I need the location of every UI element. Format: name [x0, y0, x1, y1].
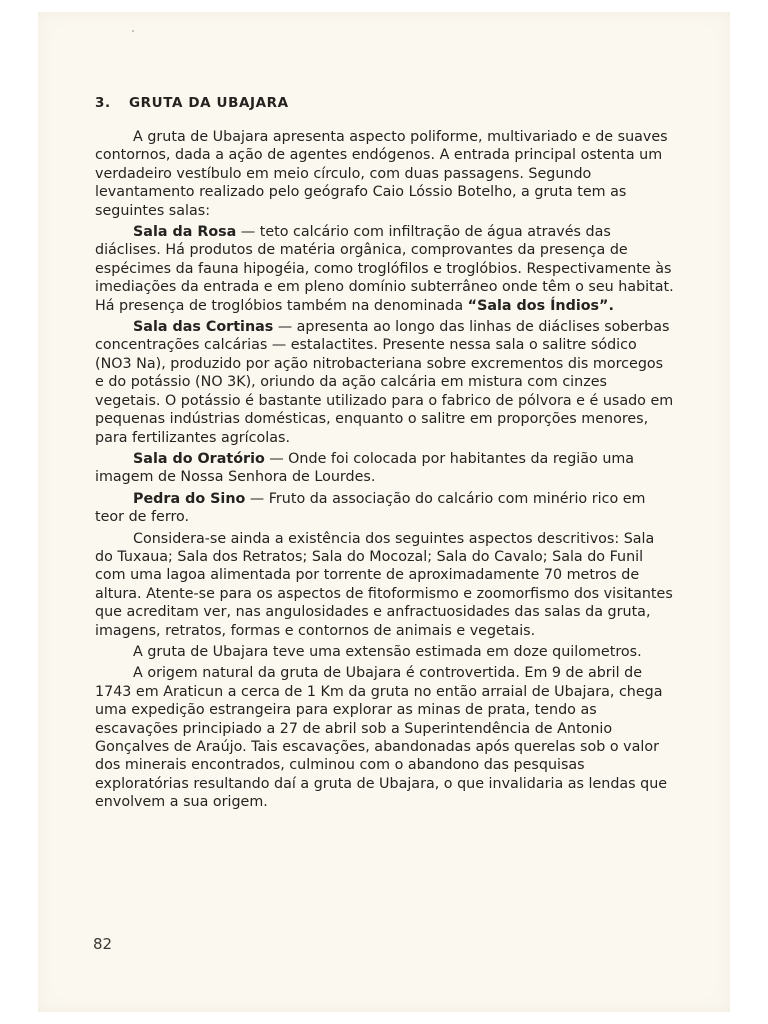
paragraph-sala-da-rosa [95, 223, 675, 315]
paragraph-text: — teto calcário com infiltração de água através das diáclises. Há produtos de matéria orgânica, comprovantes da presença de espécimes da fauna hipogéia, como troglófilos e troglóbios. Respectivamente às imediações da entrada e em pleno domínio subterrâneo onde têm o seu habitat. Há presença de troglóbios também na denominada [95, 224, 674, 314]
term-sala-do-oratorio: Sala do Oratório [133, 450, 265, 467]
paragraph-pedra-do-sino [95, 490, 675, 527]
paragraph-extensao [95, 643, 675, 661]
section-title: GRUTA DA UBAJARA [129, 95, 289, 111]
term-sala-dos-indios: “Sala dos Índios”. [467, 297, 614, 314]
paragraph-sala-do-oratorio [95, 450, 675, 487]
page-number: 82 [93, 935, 113, 953]
section-heading [95, 94, 675, 112]
paragraph-text: — apresenta ao longo das linhas de diáclises soberbas concentrações calcárias — estalactites. Presente nessa sala o salitre sódico (NO3 Na), produzido por ação nitrobacteriana sobre excrementos dis morcegos e do potássio (NO 3K), oriundo da ação calcária em mistura com cinzes vegetais. O potássio é bastante utilizado para o fabrico de pólvora e é usado em pequenas indústrias domésticas, enquanto o salitre em proporções menores, para fertilizantes agrícolas. [95, 319, 674, 446]
paragraph-text: A gruta de Ubajara apresenta aspecto poliforme, multivariado e de suaves contornos, dada a ação de agentes endógenos. A entrada principal ostenta um verdadeiro vestíbulo em meio círculo, com duas passagens. Segundo levantamento realizado pelo geógrafo Caio Lóssio Botelho, a gruta tem as seguintes salas: [95, 129, 668, 219]
paragraph-intro [95, 128, 675, 220]
paragraph-aspectos [95, 530, 675, 640]
term-sala-das-cortinas: Sala das Cortinas [133, 319, 274, 336]
section-number: 3. [95, 95, 111, 111]
paragraph-text: Considera-se ainda a existência dos seguintes aspectos descritivos: Sala do Tuxaua; Sala dos Retratos; Sala do Mocozal; Sala do Cavalo; Sala do Funil com uma lagoa alimentada por torrente de aproximadamente 70 metros de altura. Atente-se para os aspectos de fitoformismo e zoomorfismo dos visitantes que acreditam ver, nas angulosidades e anfractuosidades das salas da gruta, imagens, retratos, formas e contornos de animais e vegetais. [95, 530, 673, 639]
paragraph-text: A origem natural da gruta de Ubajara é controvertida. Em 9 de abril de 1743 em Araticun a cerca de 1 Km da gruta no então arraial de Ubajara, chega uma expedição estrangeira para explorar as minas de prata, tendo as escavações principiado a 27 de abril sob a Superintendência de Antonio Gonçalves de Araújo. Tais escavações, abandonadas após querelas sob o valor dos minerais encontrados, culminou com o abandono das pesquisas exploratórias resultando daí a gruta de Ubajara, o que invalidaria as lendas que envolvem a sua origem. [95, 665, 668, 811]
paragraph-text: — Fruto da associação do calcário com minério rico em teor de ferro. [95, 490, 646, 526]
paragraph-origem [95, 664, 675, 811]
paper-speck [132, 30, 134, 32]
paragraph-text: A gruta de Ubajara teve uma extensão estimada em doze quilometros. [133, 643, 642, 660]
page-content [95, 94, 675, 815]
term-sala-da-rosa: Sala da Rosa [133, 224, 237, 241]
term-pedra-do-sino: Pedra do Sino [133, 490, 246, 507]
paragraph-sala-das-cortinas [95, 318, 675, 447]
paragraph-text: — Onde foi colocada por habitantes da região uma imagem de Nossa Senhora de Lourdes. [95, 450, 635, 486]
